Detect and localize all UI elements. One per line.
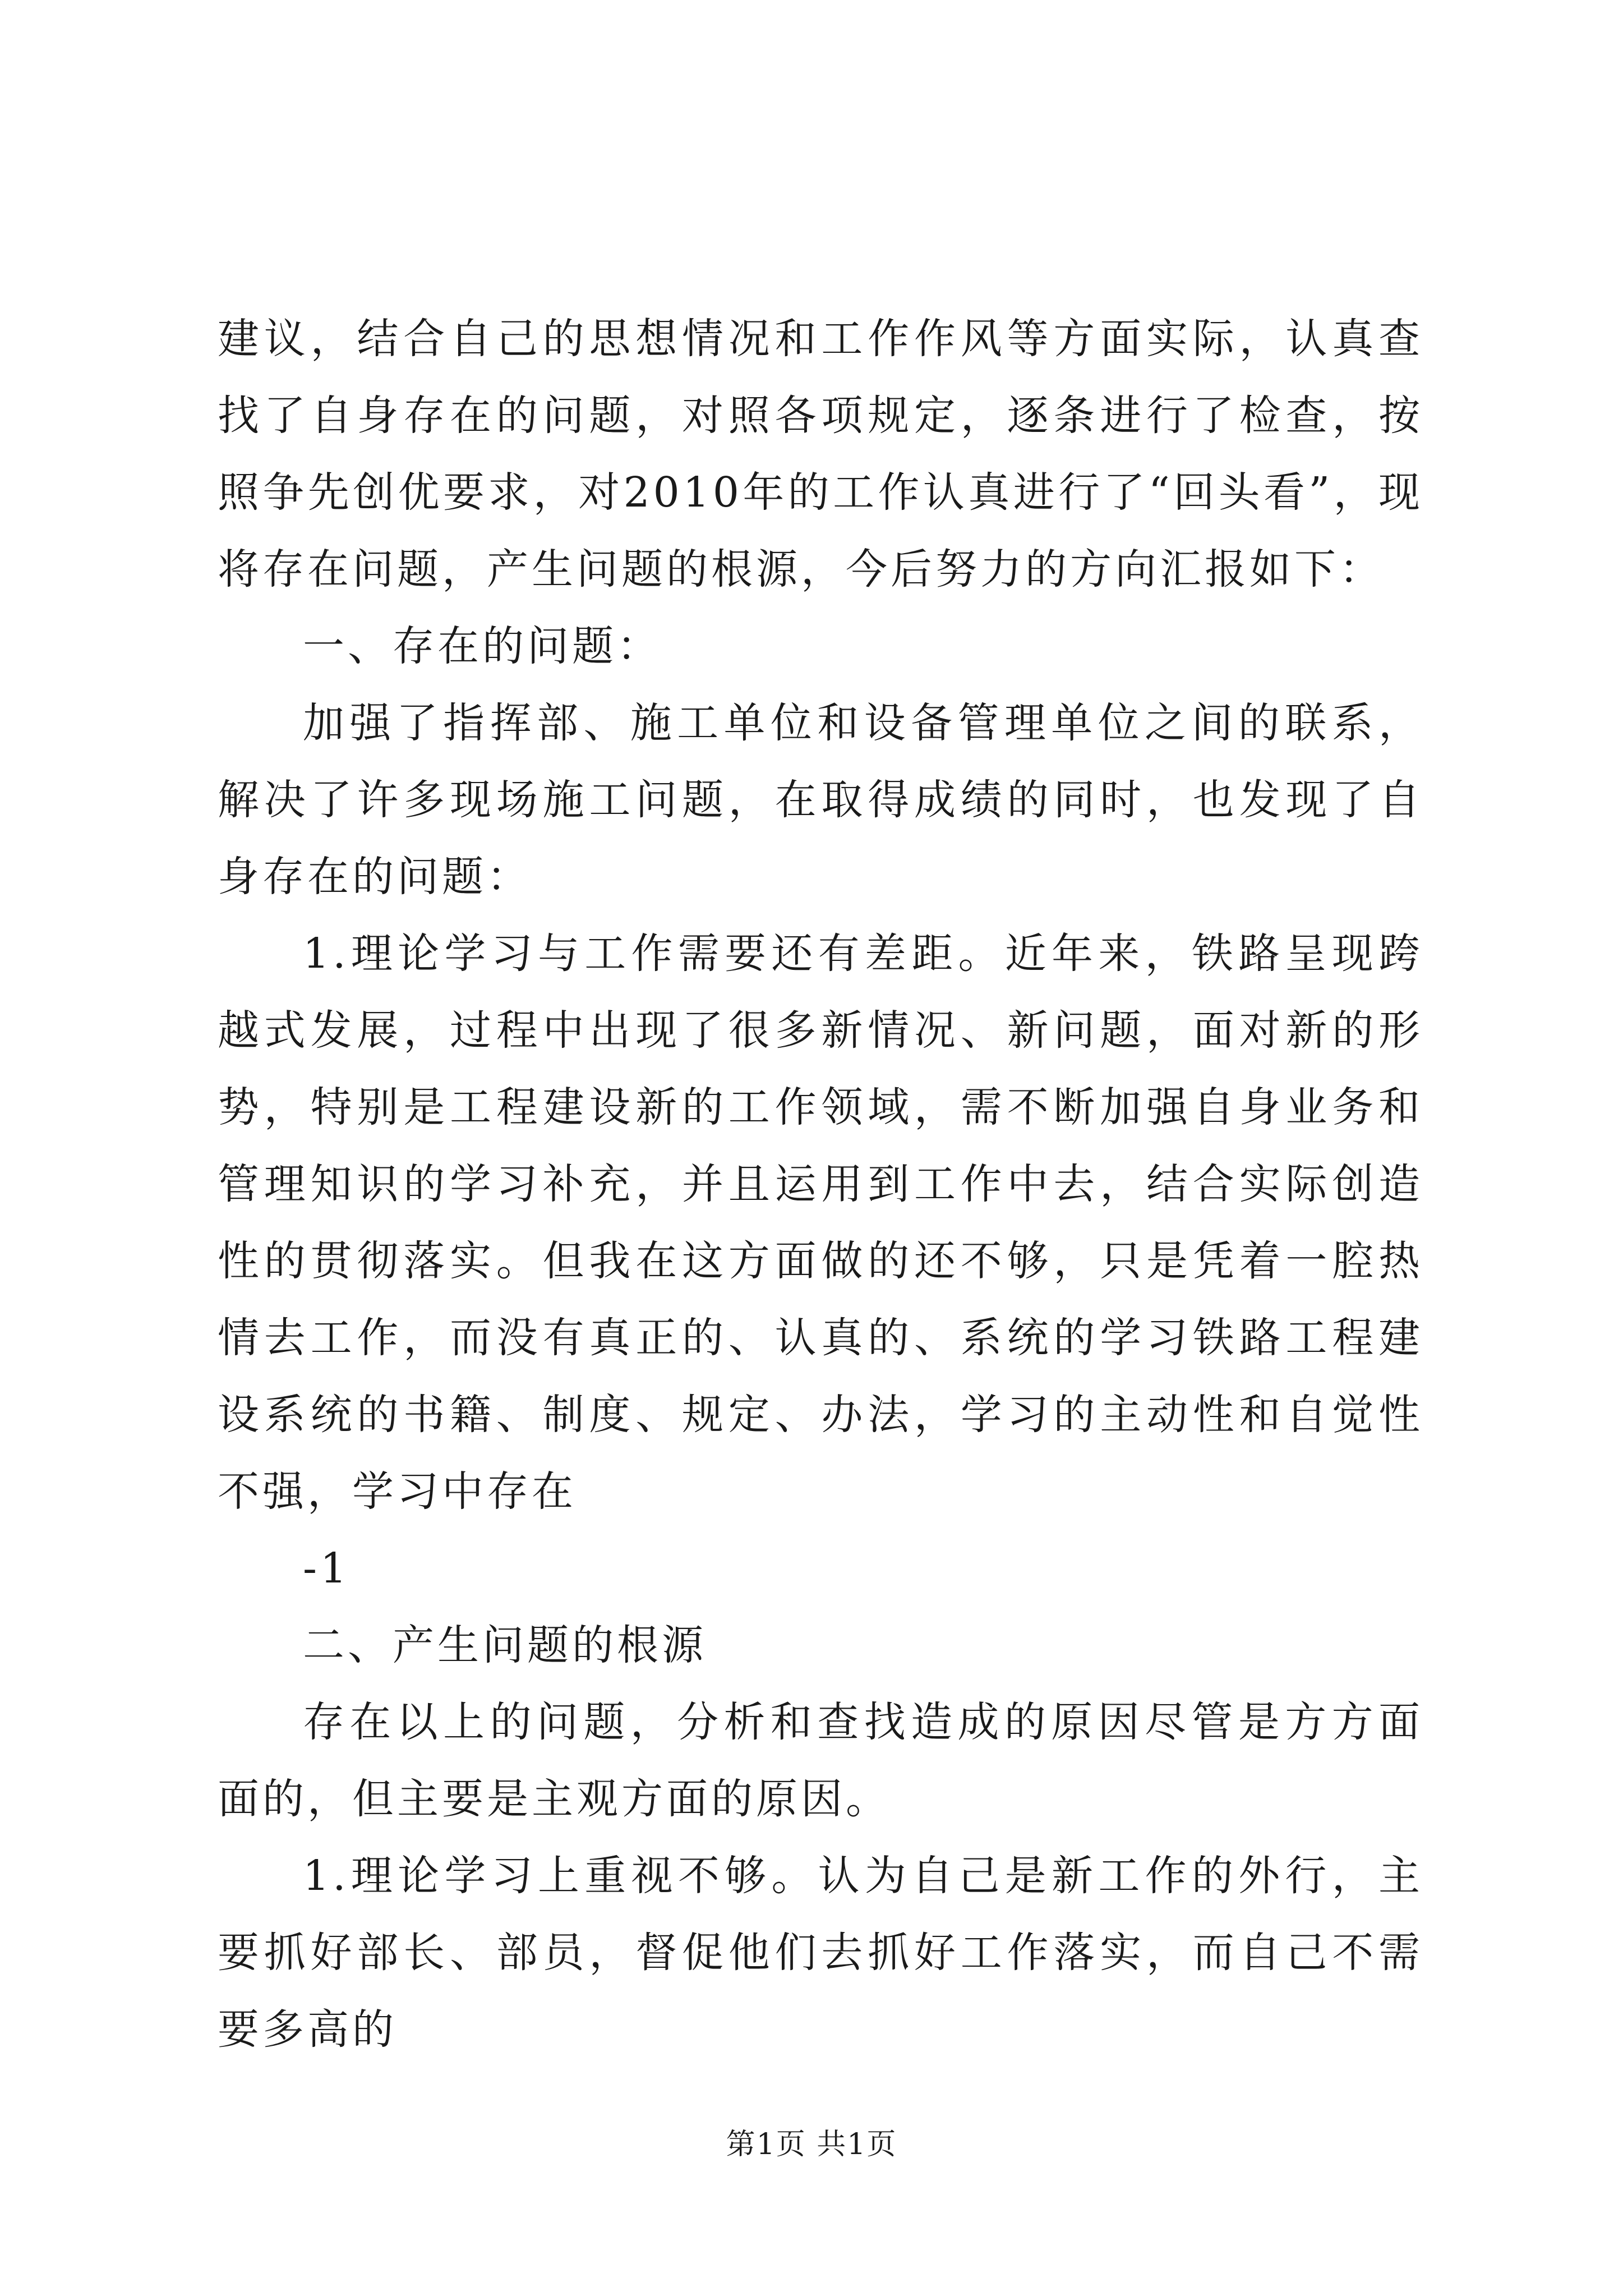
- heading-section-2: 二、产生问题的根源: [303, 1621, 707, 1669]
- paragraph-item-1: 1.理论学习与工作需要还有差距。近年来，铁路呈现跨越式发展，过程中出现了很多新情况、新问题，面对新的形势，特别是工程建设新的工作领域，需不断加强自身业务和管理知识的学习补充，并且运用到工作中去，结合实际创造性的贯彻落实。但我在这方面做的还不够，只是凭着一腔热情去工作，而没有真正的、认真的、系统的学习铁路工程建设系统的书籍、制度、规定、办法，学习的主动性和自觉性不强，学习中存在: [218, 930, 1423, 1516]
- paragraph-section-2-intro: 存在以上的问题，分析和查找造成的原因尽管是方方面面的，但主要是主观方面的原因。: [218, 1698, 1423, 1823]
- paragraph-section-1-intro: 加强了指挥部、施工单位和设备管理单位之间的联系，解决了许多现场施工问题，在取得成绩的同时，也发现了自身存在的问题：: [218, 699, 1423, 901]
- page-footer: 第1页 共1页: [726, 2128, 897, 2161]
- paragraph-section-2-item-1: 1.理论学习上重视不够。认为自己是新工作的外行，主要抓好部长、部员，督促他们去抓好工作落实，而自己不需要多高的: [218, 1852, 1423, 2054]
- paragraph-intro: 建议，结合自己的思想情况和工作作风等方面实际，认真查找了自身存在的问题，对照各项规定，逐条进行了检查，按照争先创优要求，对2010年的工作认真进行了“回头看”，现将存在问题，产生问题的根源，今后努力的方向汇报如下：: [218, 315, 1423, 593]
- document-body: [218, 301, 1423, 2068]
- page-marker: -1: [303, 1544, 351, 1593]
- heading-section-1: 一、存在的问题：: [303, 622, 662, 670]
